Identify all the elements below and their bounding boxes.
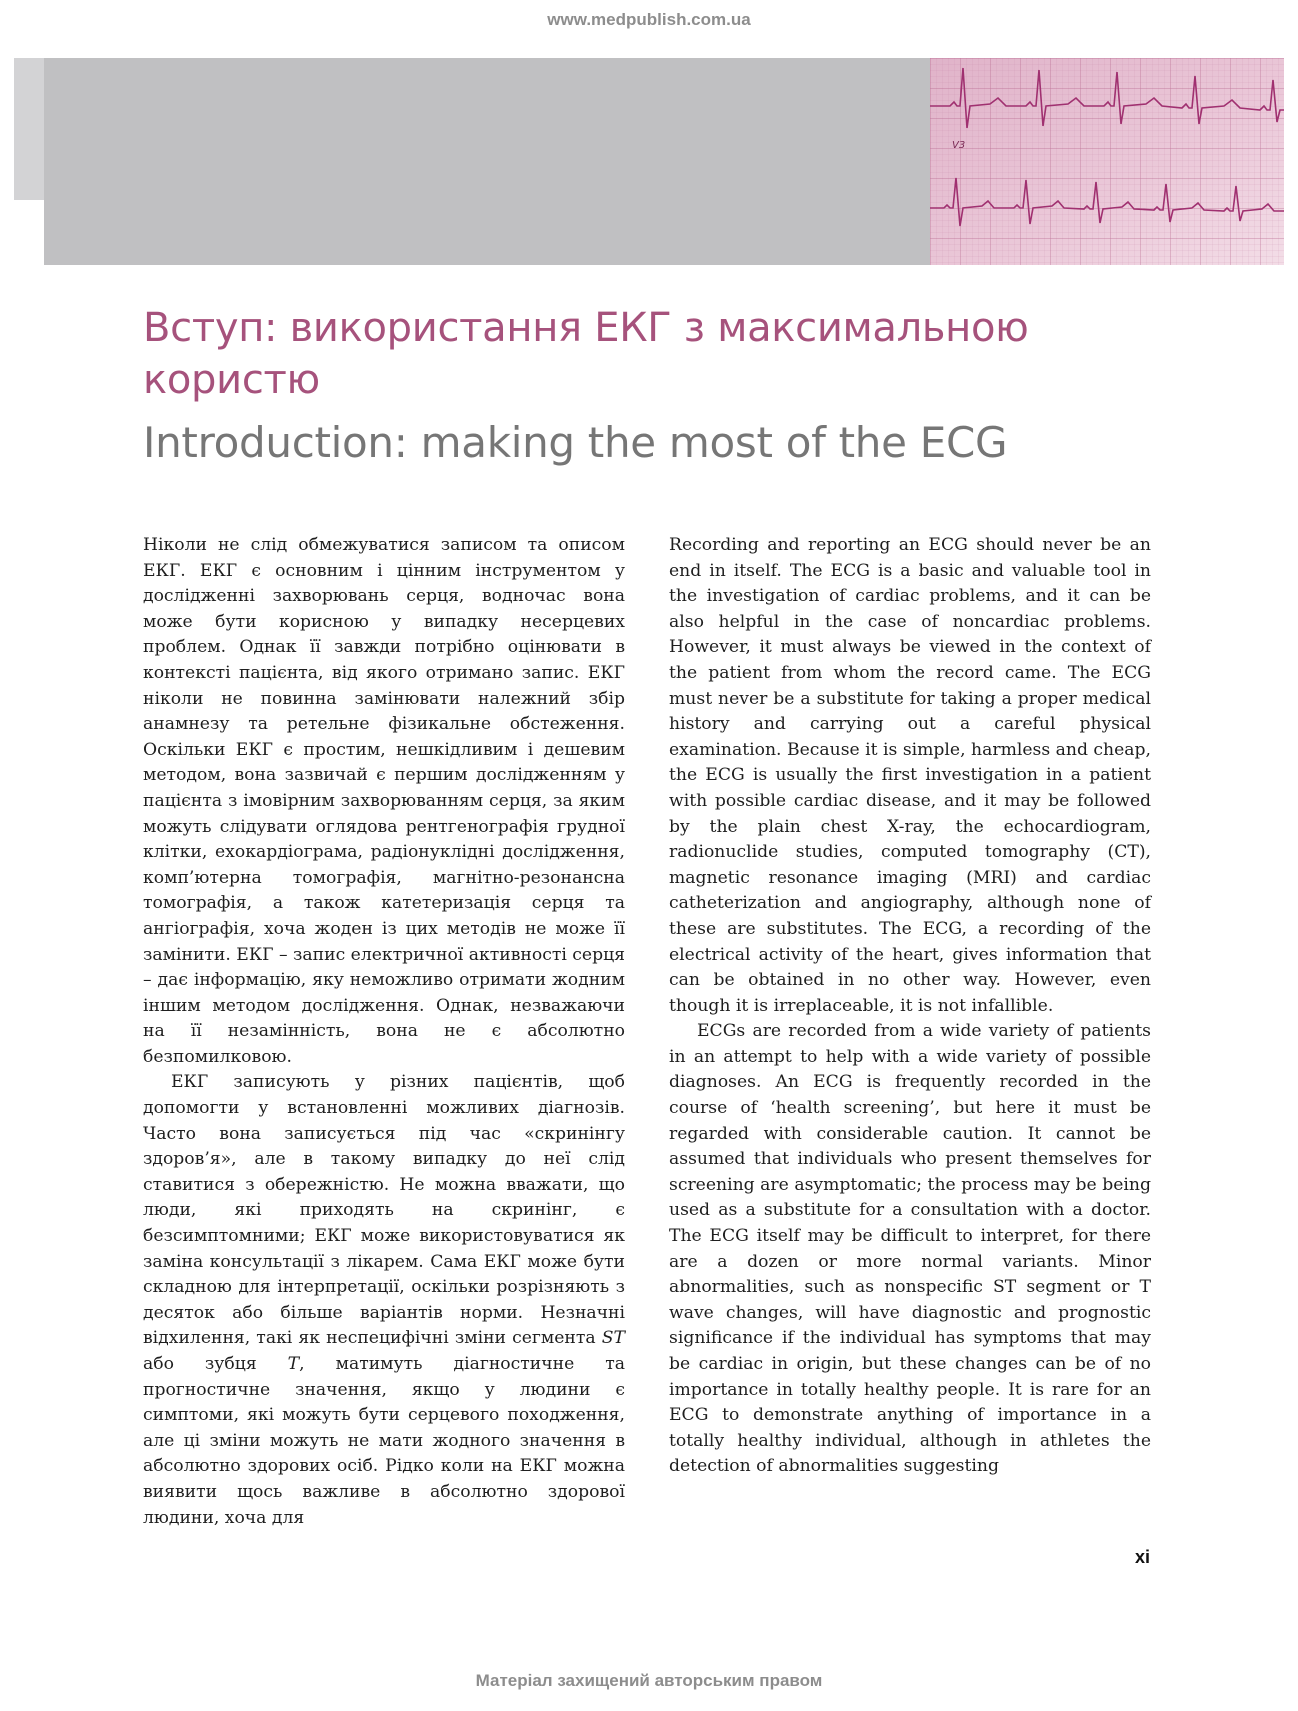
english-text-column	[669, 533, 1151, 1480]
t-wave-term: T	[287, 1354, 300, 1374]
title-ukrainian-line1: Вступ: використання ЕКГ з максимальною	[143, 305, 1029, 351]
paragraph: Recording and reporting an ECG should never be an end in itself. The ECG is a basic and valuable tool in the investigation of cardiac problems, and it can be also helpful in the case of noncardiac problems. However, it must always be viewed in the context of the patient from whom the record came. The ECG must never be a substitute for taking a proper medical history and carrying out a careful physical examination. Because it is simple, harmless and cheap, the ECG is usually the first investigation in a patient with possible cardiac disease, and it may be followed by the plain chest X-ray, the echocardiogram, radionuclide studies, computed tomography (CT), magnetic resonance imaging (MRI) and cardiac catheterization and angiography, although none of these are substitutes. The ECG, a recording of the electrical activity of the heart, gives information that can be obtained in no other way. However, even though it is irreplaceable, it is not infallible.	[669, 535, 1151, 1016]
paragraph-text: , матимуть діагностичне та прогностичне значення, якщо у людини є симптоми, які можуть бути серцевого походження, але ці зміни можуть не мати жодного значення в абсолютно здорових осіб. Рідко коли на ЕКГ можна виявити щось важливе в абсолютно здорової людини, хоча для	[143, 1354, 625, 1528]
site-url: www.medpublish.com.ua	[547, 10, 751, 29]
edge-tab-decoration	[14, 58, 44, 200]
title-english: Introduction: making the most of the ECG	[143, 418, 1008, 467]
page-number: xi	[1134, 1547, 1150, 1567]
chapter-titles	[143, 302, 1193, 470]
paragraph-text: ЕКГ записують у різних пацієнтів, щоб допомогти у встановленні можливих діагнозів. Часто вона записується під час «скринінгу здоров’я», але в такому випадку до неї слід ставитися з обережністю. Не можна вважати, що люди, які приходять на скринінг, є безсимптомними; ЕКГ може використовуватися як заміна консультації з лікарем. Сама ЕКГ може бути складною для інтерпретації, оскільки розрізняють з десяток або більше варіантів норми. Незначні відхилення, такі як неспецифічні зміни сегмента	[143, 1072, 625, 1349]
paragraph	[143, 1070, 625, 1531]
st-segment-term: ST	[601, 1328, 625, 1349]
ukrainian-text-column	[143, 533, 625, 1531]
header-banner	[44, 58, 930, 265]
ecg-strip-image	[930, 58, 1284, 265]
title-ukrainian	[143, 302, 1193, 406]
title-ukrainian-line2: користю	[143, 357, 320, 403]
svg-text:V3: V3	[952, 140, 966, 151]
paragraph-text: або зубця	[143, 1354, 288, 1374]
copyright-notice: Матеріал захищений авторським правом	[475, 1671, 823, 1690]
paragraph: ECGs are recorded from a wide variety of patients in an attempt to help with a wide variety of possible diagnoses. An ECG is frequently recorded in the course of ‘health screening’, but here it must be regarded with considerable caution. It cannot be assumed that individuals who present themselves for screening are asymptomatic; the process may be being used as a substitute for a consultation with a doctor. The ECG itself may be difficult to interpret, for there are a dozen or more normal variants. Minor abnormalities, such as nonspecific ST segment or T wave changes, will have diagnostic and prognostic significance if the individual has symptoms that may be cardiac in origin, but these changes can be of no importance in totally healthy people. It is rare for an ECG to demonstrate anything of importance in a totally healthy individual, although in athletes the detection of abnormalities suggesting	[669, 1021, 1151, 1477]
paragraph: Ніколи не слід обмежуватися записом та описом ЕКГ. ЕКГ є основним і цінним інструментом у дослідженні захворювань серця, водночас вона може бути корисною у випадку несерцевих проблем. Однак її завжди потрібно оцінювати в контексті пацієнта, від якого отримано запис. ЕКГ ніколи не повинна замінювати належний збір анамнезу та ретельне фізикальне обстеження. Оскільки ЕКГ є простим, нешкідливим і дешевим методом, вона зазвичай є першим дослідженням у пацієнта з імовірним захворюванням серця, за яким можуть слідувати оглядова рентгенографія грудної клітки, ехокардіограма, радіонуклідні дослідження, комп’ютерна томографія, магнітно-резонансна томографія, а також катетеризація серця та ангіографія, хоча жоден із цих методів не може її замінити. ЕКГ – запис електричної активності серця – дає інформацію, яку неможливо отримати жодним іншим методом дослідження. Однак, незважаючи на її незамінність, вона не є абсолютно безпомилковою.	[143, 535, 625, 1067]
